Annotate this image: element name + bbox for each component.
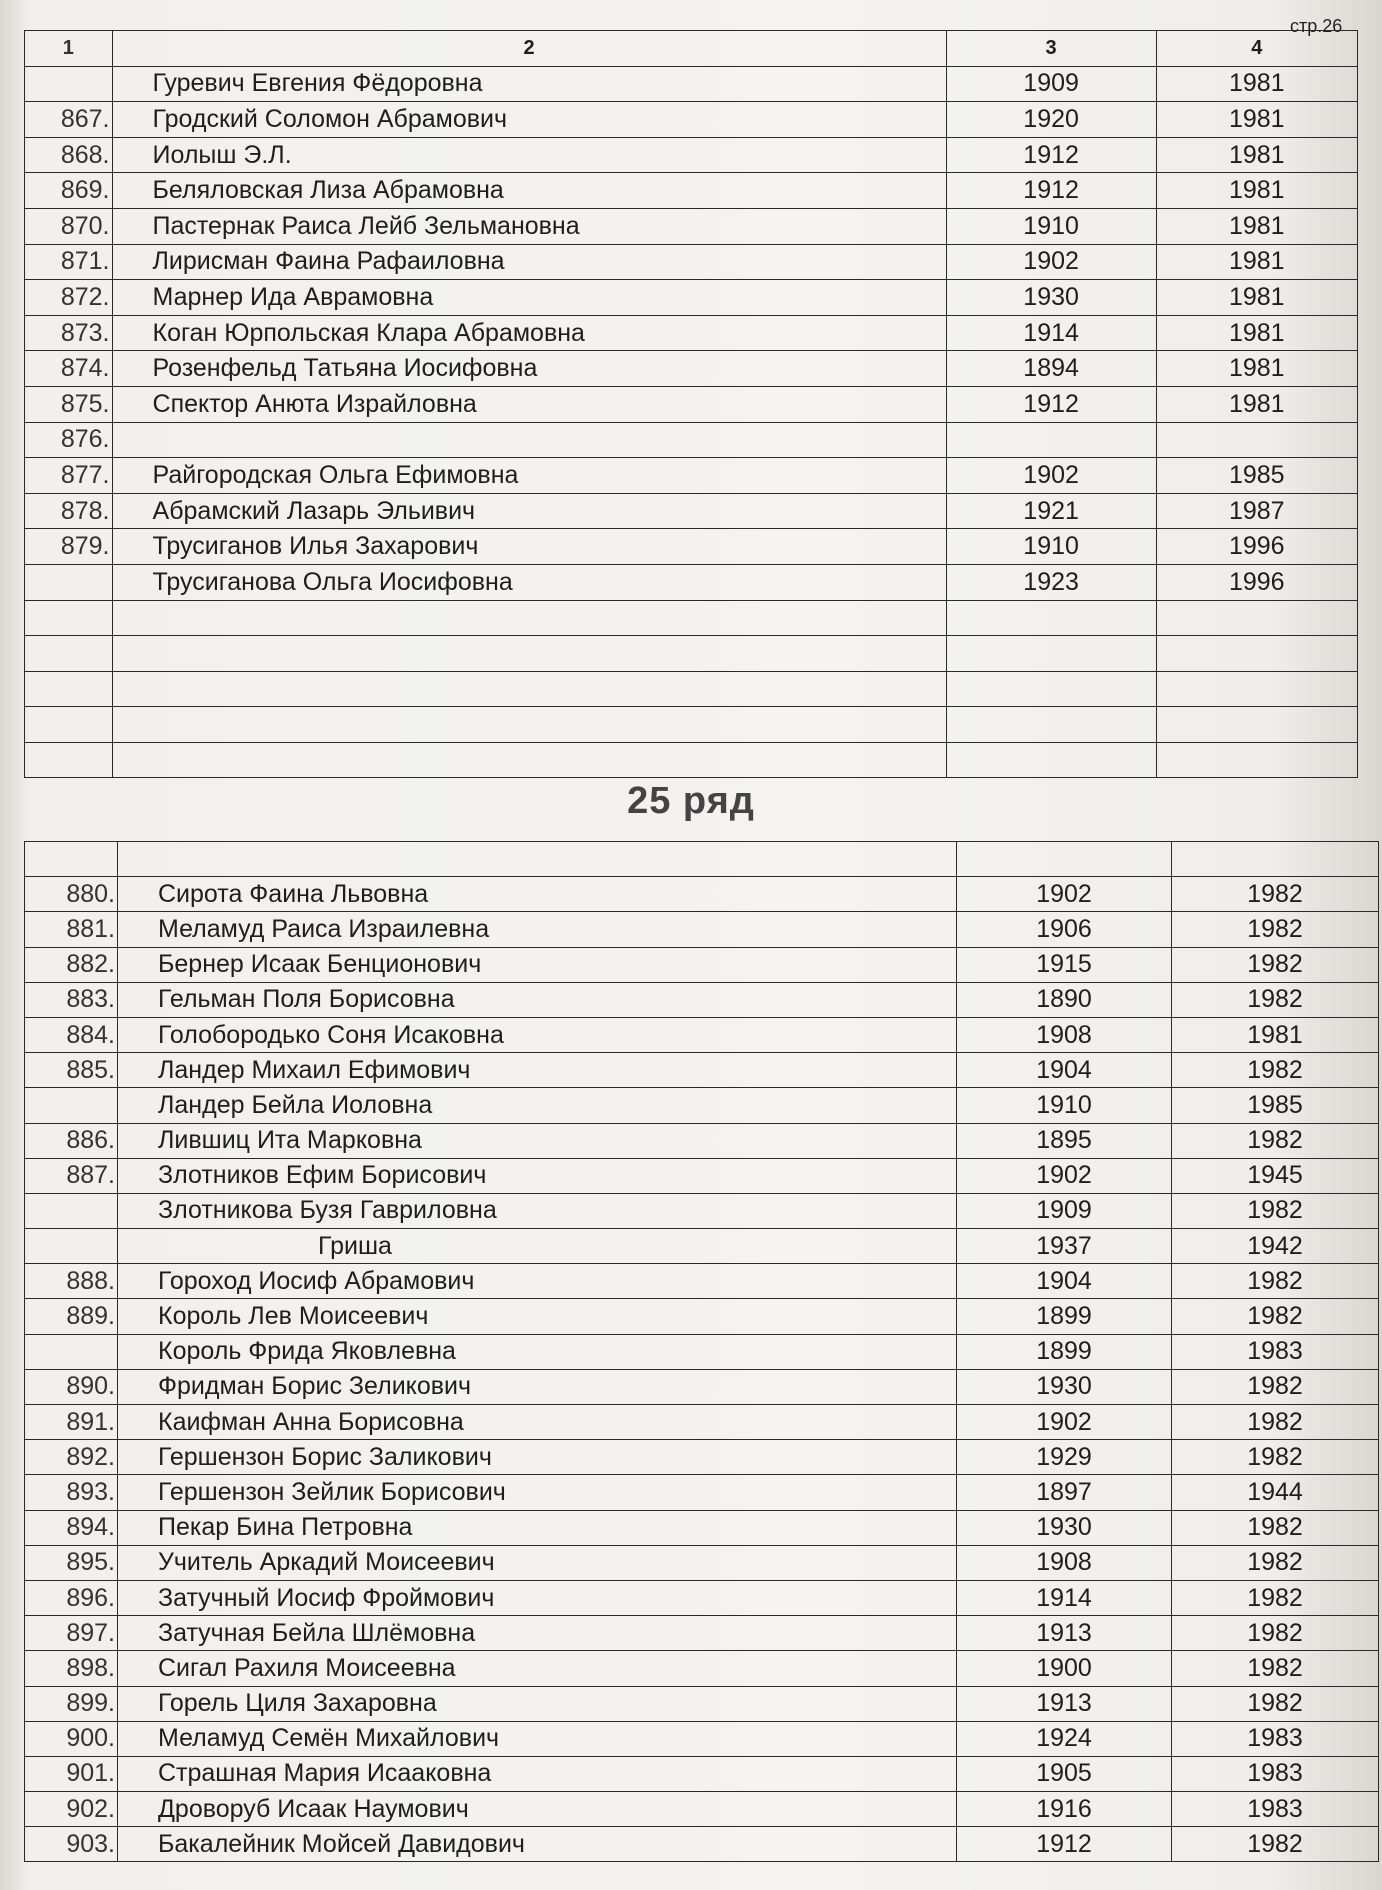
row-number: [25, 1229, 118, 1264]
person-name: Гуревич Евгения Фёдоровна: [112, 66, 946, 102]
person-name: Пекар Бина Петровна: [118, 1510, 957, 1545]
table-row: [25, 1158, 1379, 1193]
death-year: 1982: [1172, 1440, 1379, 1475]
birth-year: 1906: [957, 912, 1172, 947]
person-name: Гершензон Борис Заликович: [118, 1440, 957, 1475]
birth-year: 1930: [946, 280, 1156, 316]
row-number: 900.: [25, 1721, 118, 1756]
row-number: [25, 671, 113, 707]
death-year: [1156, 422, 1357, 458]
row-number: 898.: [25, 1651, 118, 1686]
birth-year: [946, 707, 1156, 743]
person-name: Затучный Иосиф Фроймович: [118, 1580, 957, 1615]
person-name: Затучная Бейла Шлёмовна: [118, 1616, 957, 1651]
row-number: 893.: [25, 1475, 118, 1510]
row-number: [25, 1334, 118, 1369]
death-year: 1981: [1156, 280, 1357, 316]
table-row: [25, 1229, 1379, 1264]
birth-year: 1924: [957, 1721, 1172, 1756]
row-number: 873.: [25, 315, 113, 351]
table-row: [25, 173, 1358, 209]
row-number: [25, 564, 113, 600]
death-year: 1996: [1156, 529, 1357, 565]
row-number: 903.: [25, 1827, 118, 1862]
table-row: [25, 1827, 1379, 1862]
death-year: 1942: [1172, 1229, 1379, 1264]
row-number: [25, 842, 118, 877]
birth-year: 1908: [957, 1545, 1172, 1580]
table-row: [25, 1440, 1379, 1475]
birth-year: 1909: [946, 66, 1156, 102]
table-row: [25, 422, 1358, 458]
table-row: [25, 1792, 1379, 1827]
birth-year: 1902: [946, 458, 1156, 494]
person-name: [112, 707, 946, 743]
birth-year: 1912: [946, 137, 1156, 173]
table-row: [25, 102, 1358, 138]
birth-year: [946, 671, 1156, 707]
table-row: [25, 1545, 1379, 1580]
person-name: Ландер Михаил Ефимович: [118, 1053, 957, 1088]
person-name: Коган Юрпольская Клара Абрамовна: [112, 315, 946, 351]
table-header-row: [25, 31, 1358, 67]
table-row: [25, 66, 1358, 102]
table-row: [25, 707, 1358, 743]
birth-year: 1929: [957, 1440, 1172, 1475]
birth-year: 1914: [957, 1580, 1172, 1615]
row-number: 897.: [25, 1616, 118, 1651]
person-name: Сигал Рахиля Моисеевна: [118, 1651, 957, 1686]
row-number: 876.: [25, 422, 113, 458]
row-number: 872.: [25, 280, 113, 316]
table-row: [25, 1193, 1379, 1228]
death-year: 1981: [1156, 66, 1357, 102]
birth-year: 1900: [957, 1651, 1172, 1686]
table-row: [25, 1405, 1379, 1440]
person-name: Гродский Соломон Абрамович: [112, 102, 946, 138]
death-year: 1982: [1172, 877, 1379, 912]
person-name: Каифман Анна Борисовна: [118, 1405, 957, 1440]
table-row: [25, 1651, 1379, 1686]
table-row: [25, 1017, 1379, 1052]
birth-year: 1894: [946, 351, 1156, 387]
table-row: [25, 1369, 1379, 1404]
birth-year: 1920: [946, 102, 1156, 138]
person-name: Лившиц Ита Марковна: [118, 1123, 957, 1158]
birth-year: 1895: [957, 1123, 1172, 1158]
death-year: [1172, 842, 1379, 877]
death-year: 1982: [1172, 912, 1379, 947]
column-header-4: 4: [1156, 31, 1357, 67]
row-number: [25, 742, 113, 778]
row-number: 886.: [25, 1123, 118, 1158]
birth-year: 1899: [957, 1299, 1172, 1334]
death-year: 1982: [1172, 1651, 1379, 1686]
table-row: [25, 280, 1358, 316]
table-row: [25, 600, 1358, 636]
birth-year: [946, 422, 1156, 458]
birth-year: 1913: [957, 1686, 1172, 1721]
table-row: [25, 671, 1358, 707]
row-number: [25, 707, 113, 743]
person-name: [112, 600, 946, 636]
table-row: [25, 137, 1358, 173]
person-name: Марнер Ида Аврамовна: [112, 280, 946, 316]
row-number: 875.: [25, 386, 113, 422]
row-number: 885.: [25, 1053, 118, 1088]
birth-year: 1915: [957, 947, 1172, 982]
table-row: [25, 1123, 1379, 1158]
row-number: 889.: [25, 1299, 118, 1334]
death-year: 1944: [1172, 1475, 1379, 1510]
table-row: [25, 386, 1358, 422]
birth-year: 1904: [957, 1053, 1172, 1088]
row-number: 881.: [25, 912, 118, 947]
table-row: [25, 1088, 1379, 1123]
person-name: Меламуд Семён Михайлович: [118, 1721, 957, 1756]
birth-year: 1902: [957, 1405, 1172, 1440]
person-name: Беляловская Лиза Абрамовна: [112, 173, 946, 209]
table-row: [25, 1299, 1379, 1334]
table-row: [25, 1334, 1379, 1369]
death-year: 1985: [1172, 1088, 1379, 1123]
table-row: [25, 351, 1358, 387]
death-year: 1981: [1156, 208, 1357, 244]
table-row: [25, 1721, 1379, 1756]
column-header-3: 3: [946, 31, 1156, 67]
table-row: [25, 947, 1379, 982]
death-year: 1983: [1172, 1792, 1379, 1827]
person-name: Спектор Анюта Израйловна: [112, 386, 946, 422]
table-row: [25, 1053, 1379, 1088]
death-year: [1156, 671, 1357, 707]
birth-year: [946, 742, 1156, 778]
birth-year: 1921: [946, 493, 1156, 529]
column-header-2: 2: [112, 31, 946, 67]
death-year: 1982: [1172, 982, 1379, 1017]
table-row: [25, 529, 1358, 565]
death-year: 1982: [1172, 1545, 1379, 1580]
table-row: [25, 1475, 1379, 1510]
death-year: 1981: [1156, 315, 1357, 351]
person-name: Лирисман Фаина Рафаиловна: [112, 244, 946, 280]
burial-table-upper: [24, 30, 1358, 778]
person-name: [118, 842, 957, 877]
row-number: 877.: [25, 458, 113, 494]
death-year: 1981: [1156, 386, 1357, 422]
row-number: 871.: [25, 244, 113, 280]
person-name: Дроворуб Исаак Наумович: [118, 1792, 957, 1827]
death-year: [1156, 742, 1357, 778]
person-name: Бернер Исаак Бенционович: [118, 947, 957, 982]
person-name: Ландер Бейла Иоловна: [118, 1088, 957, 1123]
death-year: 1982: [1172, 1299, 1379, 1334]
person-name: Иолыш Э.Л.: [112, 137, 946, 173]
row-number: 901.: [25, 1756, 118, 1791]
birth-year: 1908: [957, 1017, 1172, 1052]
person-name: Трусиганов Илья Захарович: [112, 529, 946, 565]
death-year: 1982: [1172, 1616, 1379, 1651]
death-year: 1983: [1172, 1334, 1379, 1369]
person-name: Страшная Мария Исааковна: [118, 1756, 957, 1791]
person-name: Гельман Поля Борисовна: [118, 982, 957, 1017]
birth-year: 1910: [957, 1088, 1172, 1123]
death-year: 1982: [1172, 947, 1379, 982]
person-name: Горель Циля Захаровна: [118, 1686, 957, 1721]
birth-year: 1902: [957, 877, 1172, 912]
row-number: 883.: [25, 982, 118, 1017]
row-number: 867.: [25, 102, 113, 138]
table-row: [25, 842, 1379, 877]
table-row: [25, 1580, 1379, 1615]
birth-year: 1930: [957, 1510, 1172, 1545]
row-number: [25, 600, 113, 636]
birth-year: 1930: [957, 1369, 1172, 1404]
row-number: 879.: [25, 529, 113, 565]
birth-year: 1912: [957, 1827, 1172, 1862]
birth-year: 1902: [957, 1158, 1172, 1193]
death-year: 1982: [1172, 1053, 1379, 1088]
table-row: [25, 244, 1358, 280]
person-name: Абрамский Лазарь Эльивич: [112, 493, 946, 529]
death-year: 1983: [1172, 1756, 1379, 1791]
death-year: 1982: [1172, 1369, 1379, 1404]
table-row: [25, 1686, 1379, 1721]
birth-year: 1937: [957, 1229, 1172, 1264]
birth-year: 1912: [946, 173, 1156, 209]
person-name: Трусиганова Ольга Иосифовна: [112, 564, 946, 600]
burial-table-lower: [24, 841, 1379, 1862]
row-number: 891.: [25, 1405, 118, 1440]
death-year: 1981: [1156, 173, 1357, 209]
row-number: 884.: [25, 1017, 118, 1052]
person-name: Розенфельд Татьяна Иосифовна: [112, 351, 946, 387]
death-year: [1156, 707, 1357, 743]
person-name: Пастернак Раиса Лейб Зельмановна: [112, 208, 946, 244]
birth-year: 1910: [946, 529, 1156, 565]
person-name: Голобородько Соня Исаковна: [118, 1017, 957, 1052]
person-name: Райгородская Ольга Ефимовна: [112, 458, 946, 494]
death-year: 1982: [1172, 1264, 1379, 1299]
section-title: 25 ряд: [627, 780, 755, 822]
birth-year: [946, 636, 1156, 672]
person-name: [112, 671, 946, 707]
table-row: [25, 208, 1358, 244]
person-name: Король Лев Моисеевич: [118, 1299, 957, 1334]
person-name: Гершензон Зейлик Борисович: [118, 1475, 957, 1510]
row-number: 882.: [25, 947, 118, 982]
birth-year: [957, 842, 1172, 877]
birth-year: [946, 600, 1156, 636]
person-name: Гриша: [118, 1229, 957, 1264]
person-name: [112, 742, 946, 778]
row-number: 892.: [25, 1440, 118, 1475]
person-name: [112, 422, 946, 458]
birth-year: 1902: [946, 244, 1156, 280]
death-year: [1156, 600, 1357, 636]
birth-year: 1890: [957, 982, 1172, 1017]
death-year: 1982: [1172, 1686, 1379, 1721]
person-name: Король Фрида Яковлевна: [118, 1334, 957, 1369]
table-row: [25, 636, 1358, 672]
row-number: 874.: [25, 351, 113, 387]
table-row: [25, 1756, 1379, 1791]
death-year: 1982: [1172, 1193, 1379, 1228]
death-year: 1983: [1172, 1721, 1379, 1756]
person-name: Злотникова Бузя Гавриловна: [118, 1193, 957, 1228]
row-number: 896.: [25, 1580, 118, 1615]
person-name: Сирота Фаина Львовна: [118, 877, 957, 912]
person-name: Гороход Иосиф Абрамович: [118, 1264, 957, 1299]
row-number: [25, 636, 113, 672]
birth-year: 1897: [957, 1475, 1172, 1510]
table-row: [25, 1510, 1379, 1545]
table-row: [25, 912, 1379, 947]
row-number: 870.: [25, 208, 113, 244]
birth-year: 1916: [957, 1792, 1172, 1827]
row-number: [25, 66, 113, 102]
table-row: [25, 1616, 1379, 1651]
death-year: 1982: [1172, 1580, 1379, 1615]
row-number: 880.: [25, 877, 118, 912]
birth-year: 1910: [946, 208, 1156, 244]
table-row: [25, 564, 1358, 600]
person-name: [112, 636, 946, 672]
death-year: 1982: [1172, 1405, 1379, 1440]
death-year: [1156, 636, 1357, 672]
table-row: [25, 315, 1358, 351]
table-row: [25, 493, 1358, 529]
death-year: 1982: [1172, 1827, 1379, 1862]
table-row: [25, 458, 1358, 494]
death-year: 1982: [1172, 1123, 1379, 1158]
row-number: 894.: [25, 1510, 118, 1545]
table-row: [25, 1264, 1379, 1299]
table-row: [25, 982, 1379, 1017]
table-row: [25, 742, 1358, 778]
death-year: 1981: [1156, 102, 1357, 138]
birth-year: 1905: [957, 1756, 1172, 1791]
row-number: 888.: [25, 1264, 118, 1299]
row-number: 902.: [25, 1792, 118, 1827]
person-name: Бакалейник Мойсей Давидович: [118, 1827, 957, 1862]
row-number: 890.: [25, 1369, 118, 1404]
birth-year: 1923: [946, 564, 1156, 600]
row-number: 887.: [25, 1158, 118, 1193]
row-number: 899.: [25, 1686, 118, 1721]
table-row: [25, 877, 1379, 912]
death-year: 1985: [1156, 458, 1357, 494]
birth-year: 1909: [957, 1193, 1172, 1228]
column-header-1: 1: [25, 31, 113, 67]
birth-year: 1899: [957, 1334, 1172, 1369]
row-number: 868.: [25, 137, 113, 173]
death-year: 1981: [1156, 351, 1357, 387]
death-year: 1981: [1156, 244, 1357, 280]
row-number: 869.: [25, 173, 113, 209]
person-name: Фридман Борис Зеликович: [118, 1369, 957, 1404]
death-year: 1981: [1156, 137, 1357, 173]
death-year: 1981: [1172, 1017, 1379, 1052]
death-year: 1945: [1172, 1158, 1379, 1193]
birth-year: 1913: [957, 1616, 1172, 1651]
birth-year: 1912: [946, 386, 1156, 422]
death-year: 1982: [1172, 1510, 1379, 1545]
birth-year: 1904: [957, 1264, 1172, 1299]
page-number: стр.26: [1290, 16, 1343, 36]
row-number: [25, 1088, 118, 1123]
person-name: Учитель Аркадий Моисеевич: [118, 1545, 957, 1580]
birth-year: 1914: [946, 315, 1156, 351]
death-year: 1996: [1156, 564, 1357, 600]
person-name: Злотников Ефим Борисович: [118, 1158, 957, 1193]
row-number: 878.: [25, 493, 113, 529]
person-name: Меламуд Раиса Израилевна: [118, 912, 957, 947]
death-year: 1987: [1156, 493, 1357, 529]
row-number: 895.: [25, 1545, 118, 1580]
row-number: [25, 1193, 118, 1228]
